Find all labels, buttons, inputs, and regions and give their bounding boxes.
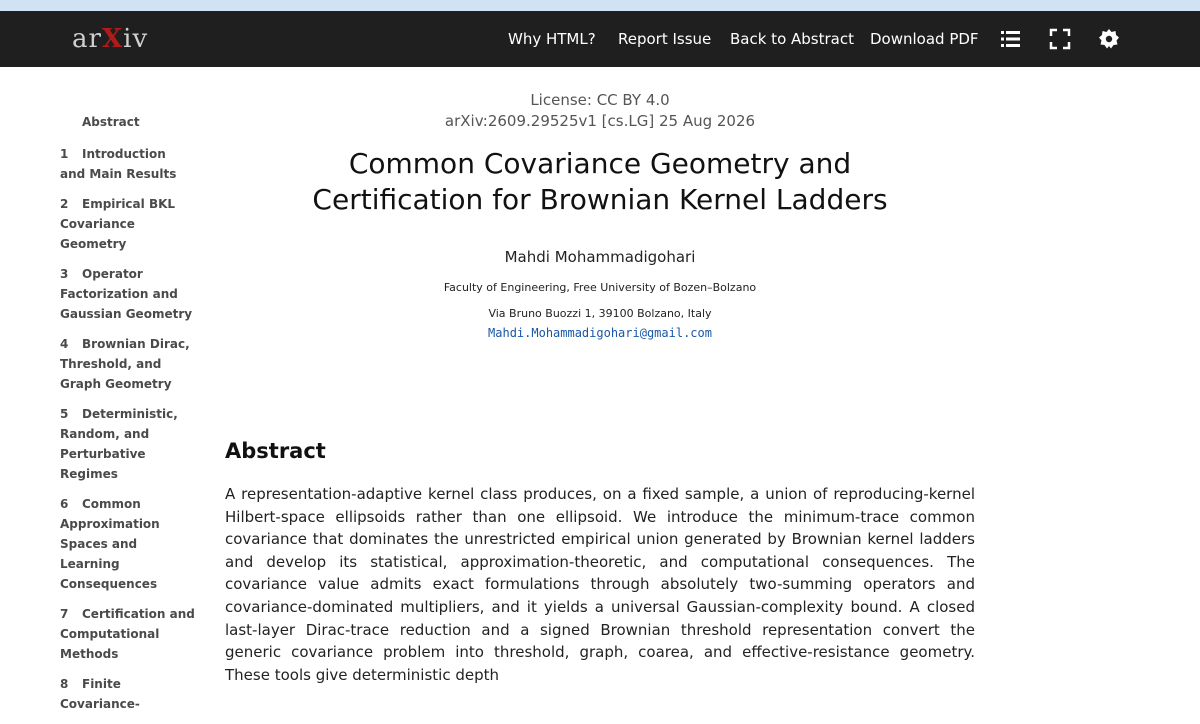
license-text: License: CC BY 4.0 <box>530 91 670 109</box>
toc-item-number: 3 <box>60 267 69 281</box>
report-issue-link[interactable]: Report Issue <box>618 30 712 48</box>
back-to-abstract-link[interactable]: Back to Abstract <box>730 30 854 48</box>
toc-item-number: 7 <box>60 607 69 621</box>
toc-item-number: 2 <box>60 197 69 211</box>
toc-item-label: Empirical BKL Covariance Geometry <box>60 197 176 251</box>
fullscreen-icon[interactable] <box>1049 28 1071 50</box>
list-icon[interactable] <box>1000 28 1022 50</box>
why-html-link[interactable]: Why HTML? <box>508 30 596 48</box>
toc-item-abstract[interactable]: Abstract <box>82 115 140 129</box>
title-line: Certification for Brownian Kernel Ladders <box>312 183 888 216</box>
toc-item-number: 4 <box>60 337 69 351</box>
toc-item[interactable] <box>60 334 195 394</box>
toc-item-number: 5 <box>60 407 69 421</box>
toc-item-number: 6 <box>60 497 69 511</box>
browser-top-strip <box>0 0 1200 11</box>
title-line: Common Covariance Geometry and <box>348 147 852 180</box>
settings-icon[interactable] <box>1098 28 1120 50</box>
toc-item[interactable] <box>60 144 195 184</box>
toc-item-label: Certification and Computational Methods <box>60 607 195 661</box>
arxiv-logo[interactable]: arXiv <box>72 24 149 54</box>
paper-meta <box>225 90 975 132</box>
toc-item-label: Finite Covariance- <box>60 677 140 711</box>
abstract-heading: Abstract <box>225 439 326 463</box>
toc-item-label: Deterministic, Random, and Perturbative Regimes <box>60 407 178 481</box>
abstract-text: A representation-adaptive kernel class produces, on a fixed sample, a union of reproducing-kernel Hilbert-space ellipsoids rather than one ellipsoid. We introduce the minimum-trace common covariance that dominates the unrestricted empirical union generated by Brownian kernel ladders and develop its statistical, approximation-theoretic, and computational consequences. The covariance value admits exact formulations through absolutely two-summing operators and covariance-dominated multipliers, and it yields a universal Gaussian-complexity bound. A closed last-layer Dirac-trace reduction and a signed Brownian threshold representation convert the generic covariance problem into threshold, graph, coarea, and effective-resistance geometry. These tools give deterministic depth <box>225 485 975 684</box>
author-affiliation: Faculty of Engineering, Free University of Bozen–Bolzano <box>443 281 757 294</box>
paper-title <box>225 146 975 218</box>
arxiv-id-text: arXiv:2609.29525v1 [cs.LG] 25 Aug 2026 <box>444 112 756 130</box>
toc-item[interactable] <box>60 194 195 254</box>
toc-item[interactable] <box>60 494 195 594</box>
toc-item-number: 8 <box>60 677 69 691</box>
toc-item-label: Brownian Dirac, Threshold, and Graph Geometry <box>60 337 190 391</box>
download-pdf-link[interactable]: Download PDF <box>870 30 979 48</box>
table-of-contents <box>60 112 195 724</box>
toc-item[interactable] <box>60 264 195 324</box>
toc-item-number: 1 <box>60 147 69 161</box>
toc-item-label: Introduction and Main Results <box>60 147 177 181</box>
toc-item[interactable] <box>60 604 195 664</box>
author-email-link[interactable]: Mahdi.Mohammadigohari@gmail.com <box>488 326 712 340</box>
toc-item-label: Operator Factorization and Gaussian Geometry <box>60 267 193 321</box>
toc-item[interactable] <box>60 404 195 484</box>
top-navbar <box>0 11 1200 67</box>
toc-item-label: Common Approximation Spaces and Learning Consequences <box>60 497 160 591</box>
author-name: Mahdi Mohammadigohari <box>504 248 696 266</box>
author-address: Via Bruno Buozzi 1, 39100 Bolzano, Italy <box>488 307 712 320</box>
toc-item[interactable] <box>60 674 195 714</box>
